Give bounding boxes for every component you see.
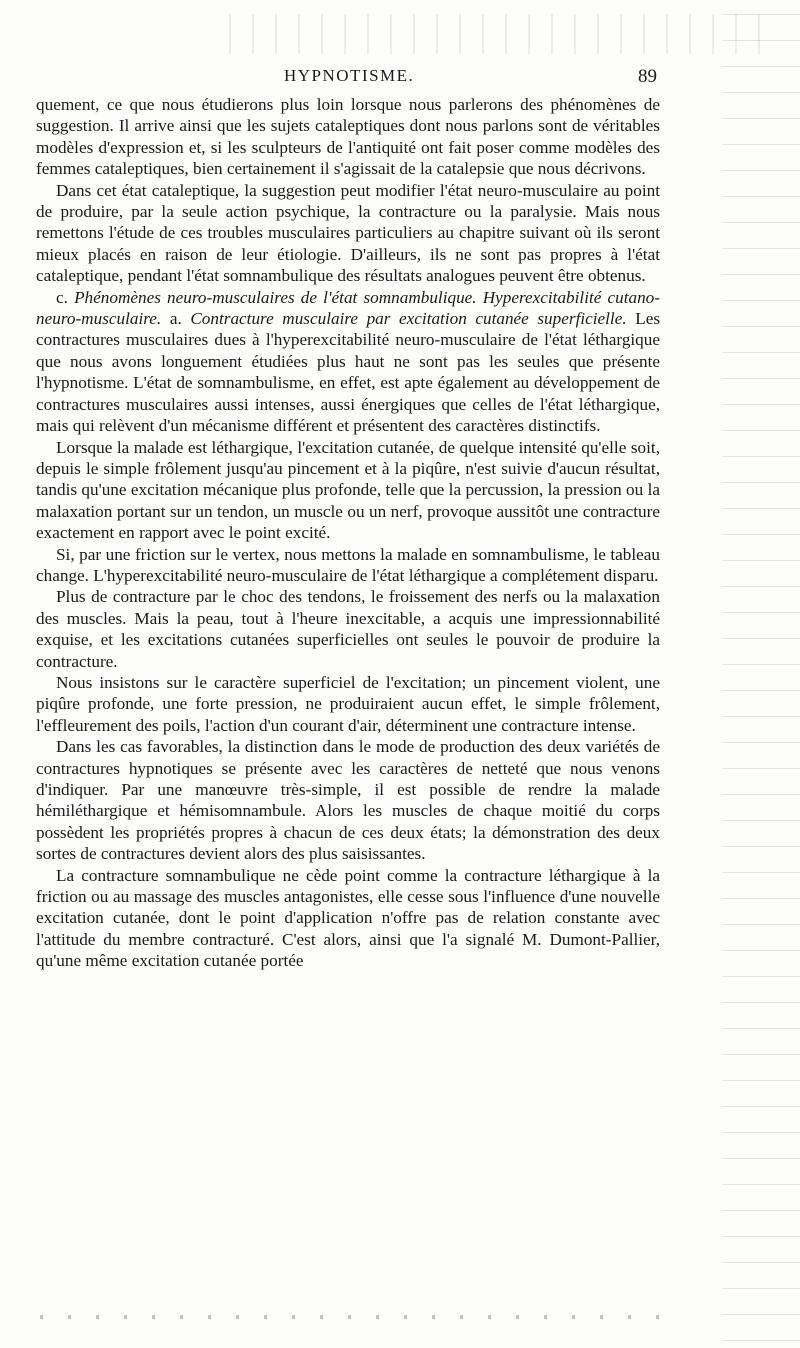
section-letter-c: c. xyxy=(56,287,68,307)
paragraph-9: La contracture somnambulique ne cède point comme la contracture léthargique à la friction ou au massage des muscles antagonistes, elle cesse sous l'influence d'une nouvelle excitation cutanée, dont le point d'application n'offre pas de relation constante avec l'attitude du membre contracturé. C'est alors, ainsi que l'a signalé M. Dumont-Pallier, qu'une même excitation cutanée portée xyxy=(36,865,660,971)
paragraph-8: Dans les cas favorables, la distinction dans le mode de production des deux variétés de contractures hypnotiques se présente avec les caractères de netteté que nous venons d'indiquer. Par une manœuvre très-simple, il est possible de rendre la malade hémiléthargique et hémisomnambule. Alors les muscles de chaque moitié du corps possèdent les propriétés propres à chacun de ces deux états; la démonstration des deux sortes de contractures devient alors des plus saisissantes. xyxy=(36,737,660,864)
scan-noise-right-edge xyxy=(722,0,800,1348)
subsection-letter-a: a. xyxy=(169,309,182,329)
paragraph-2: Dans cet état cataleptique, la suggestion peut modifier l'état neuro-musculaire au point de produire, par la seule action psychique, la contracture ou la paralysie. Mais nous remettons l'étude de ces troubles musculaires particuliers au chapitre suivant où ils seront mieux placés en raison de leur étiologie. D'ailleurs, ils ne sont pas propres à l'état cataleptique, pendant l'état somnambulique des résultats analogues peuvent être obtenus. xyxy=(36,180,660,286)
paragraph-7: Nous insistons sur le caractère superficiel de l'excitation; un pincement violent, une piqûre profonde, une forte pression, ne produiraient aucun effet, le simple frôlement, l'effleurement des poils, l'action d'un courant d'air, déterminent une contracture intense. xyxy=(36,672,660,735)
paragraph-3 xyxy=(36,287,660,437)
running-head xyxy=(0,66,800,94)
scan-noise-bottom xyxy=(40,1315,660,1319)
paragraph-4: Lorsque la malade est léthargique, l'excitation cutanée, de quelque intensité qu'elle soit, depuis le simple frôlement jusqu'au pincement et à la piqûre, n'est suivie d'aucun résultat, tandis qu'une excitation mécanique plus profonde, telle que la percussion, la pression ou la malaxation portant sur un tendon, un muscle ou un nerf, provoque aussitôt une contracture exactement en rapport avec le point excité. xyxy=(36,437,660,543)
paragraph-5: Si, par une friction sur le vertex, nous mettons la malade en somnambulisme, le tableau change. L'hyperexcitabilité neuro-musculaire de l'état léthargique a complétement disparu. xyxy=(36,544,660,585)
section-heading: Phénomènes neuro-musculaires de l'état somnambulique. Hyperexcitabilité cutano-neuro-musculaire. xyxy=(36,287,660,329)
running-title: HYPNOTISME. xyxy=(284,66,415,85)
body-text xyxy=(36,94,660,972)
paragraph-1: quement, ce que nous étudierons plus loin lorsque nous parlerons des phénomènes de suggestion. Il arrive ainsi que les sujets cataleptiques dont nous parlons sont de véritables modèles d'expression et, si les sculpteurs de l'antiquité ont fait poser comme modèles des femmes cataleptiques, bien certainement il s'agissait de la catalepsie que nous décrivons. xyxy=(36,95,660,179)
paragraph-3-text: Les contractures musculaires dues à l'hyperexcitabilité neuro-musculaire de l'état léthargique que nous avons longuement étudiées plus haut ne sont pas les seules que présente l'hypnotisme. L'état de somnambulisme, en effet, est apte également au développement de contractures musculaires aussi intenses, aussi énergiques que celles de l'état léthargique, mais qui relèvent d'un mécanisme différent et présentent des caractères distinctifs. xyxy=(36,309,661,436)
scan-noise-top xyxy=(220,14,780,54)
subsection-heading: Contracture musculaire par excitation cutanée superficielle. xyxy=(190,309,627,329)
paragraph-6: Plus de contracture par le choc des tendons, le froissement des nerfs ou la malaxation des muscles. Mais la peau, tout à l'heure inexcitable, a acquis une impressionnabilité exquise, et les excitations cutanées superficielles ont seules le pouvoir de produire la contracture. xyxy=(36,587,660,671)
page-number: 89 xyxy=(638,66,657,87)
